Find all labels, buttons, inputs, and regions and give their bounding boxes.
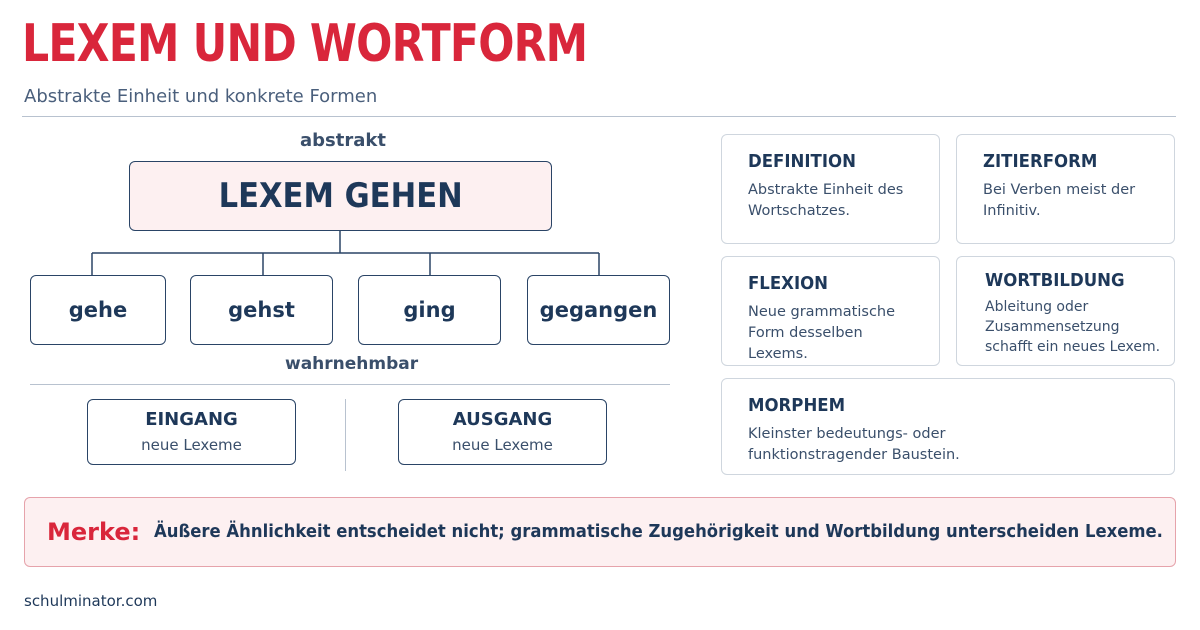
card-morphem-title: MORPHEM [748,395,846,416]
wordform-label: gehe [68,298,128,322]
wordform-label: gehst [228,298,295,322]
card-morphem-text: Kleinster bedeutungs- oder funktionstragender Baustein. [748,426,960,463]
eingang-box [87,399,296,465]
merke-text: Äußere Ähnlichkeit entscheidet nicht; grammatische Zugehörigkeit und Wortbildung unterscheiden Lexeme. [154,522,1164,542]
eingang-title: EINGANG [145,409,238,430]
card-definition [721,134,940,244]
card-flexion [721,256,940,366]
card-zitierform [956,134,1175,244]
card-wortbildung [956,256,1175,366]
wordform-box-gehst [190,275,333,345]
page-title: LEXEM UND WORTFORM [22,14,588,74]
lexem-label: LEXEM GEHEN [218,176,463,216]
card-morphem [721,378,1175,475]
card-definition-title: DEFINITION [748,151,856,172]
card-wortbildung-title: WORTBILDUNG [985,270,1125,291]
wordform-box-gegangen [527,275,670,345]
wordform-label: ging [403,298,456,322]
card-zitierform-title: ZITIERFORM [983,151,1098,172]
footer-site: schulminator.com [24,592,158,610]
diagram-divider [30,384,670,385]
card-definition-text: Abstrakte Einheit des Wortschatzes. [748,182,904,219]
page-subtitle: Abstrakte Einheit und konkrete Formen [24,86,378,107]
io-separator [345,399,346,471]
ausgang-box [398,399,607,465]
header-divider [22,116,1176,117]
wordform-box-gehe [30,275,166,345]
card-wortbildung-text: Ableitung oder Zusammensetzung schafft ein neues Lexem. [985,299,1161,355]
label-abstrakt: abstrakt [300,130,386,151]
card-flexion-text: Neue grammatische Form desselben Lexems. [748,304,896,362]
merke-label: Merke: [47,518,141,546]
ausgang-text: neue Lexeme [452,436,553,454]
merke-box [24,497,1176,567]
label-wahrnehmbar: wahrnehmbar [285,354,419,374]
lexem-box [129,161,552,231]
wordform-box-ging [358,275,501,345]
wordform-label: gegangen [539,298,658,322]
eingang-text: neue Lexeme [141,436,242,454]
card-flexion-title: FLEXION [748,273,829,294]
ausgang-title: AUSGANG [452,409,553,430]
card-zitierform-text: Bei Verben meist der Infinitiv. [983,182,1136,219]
